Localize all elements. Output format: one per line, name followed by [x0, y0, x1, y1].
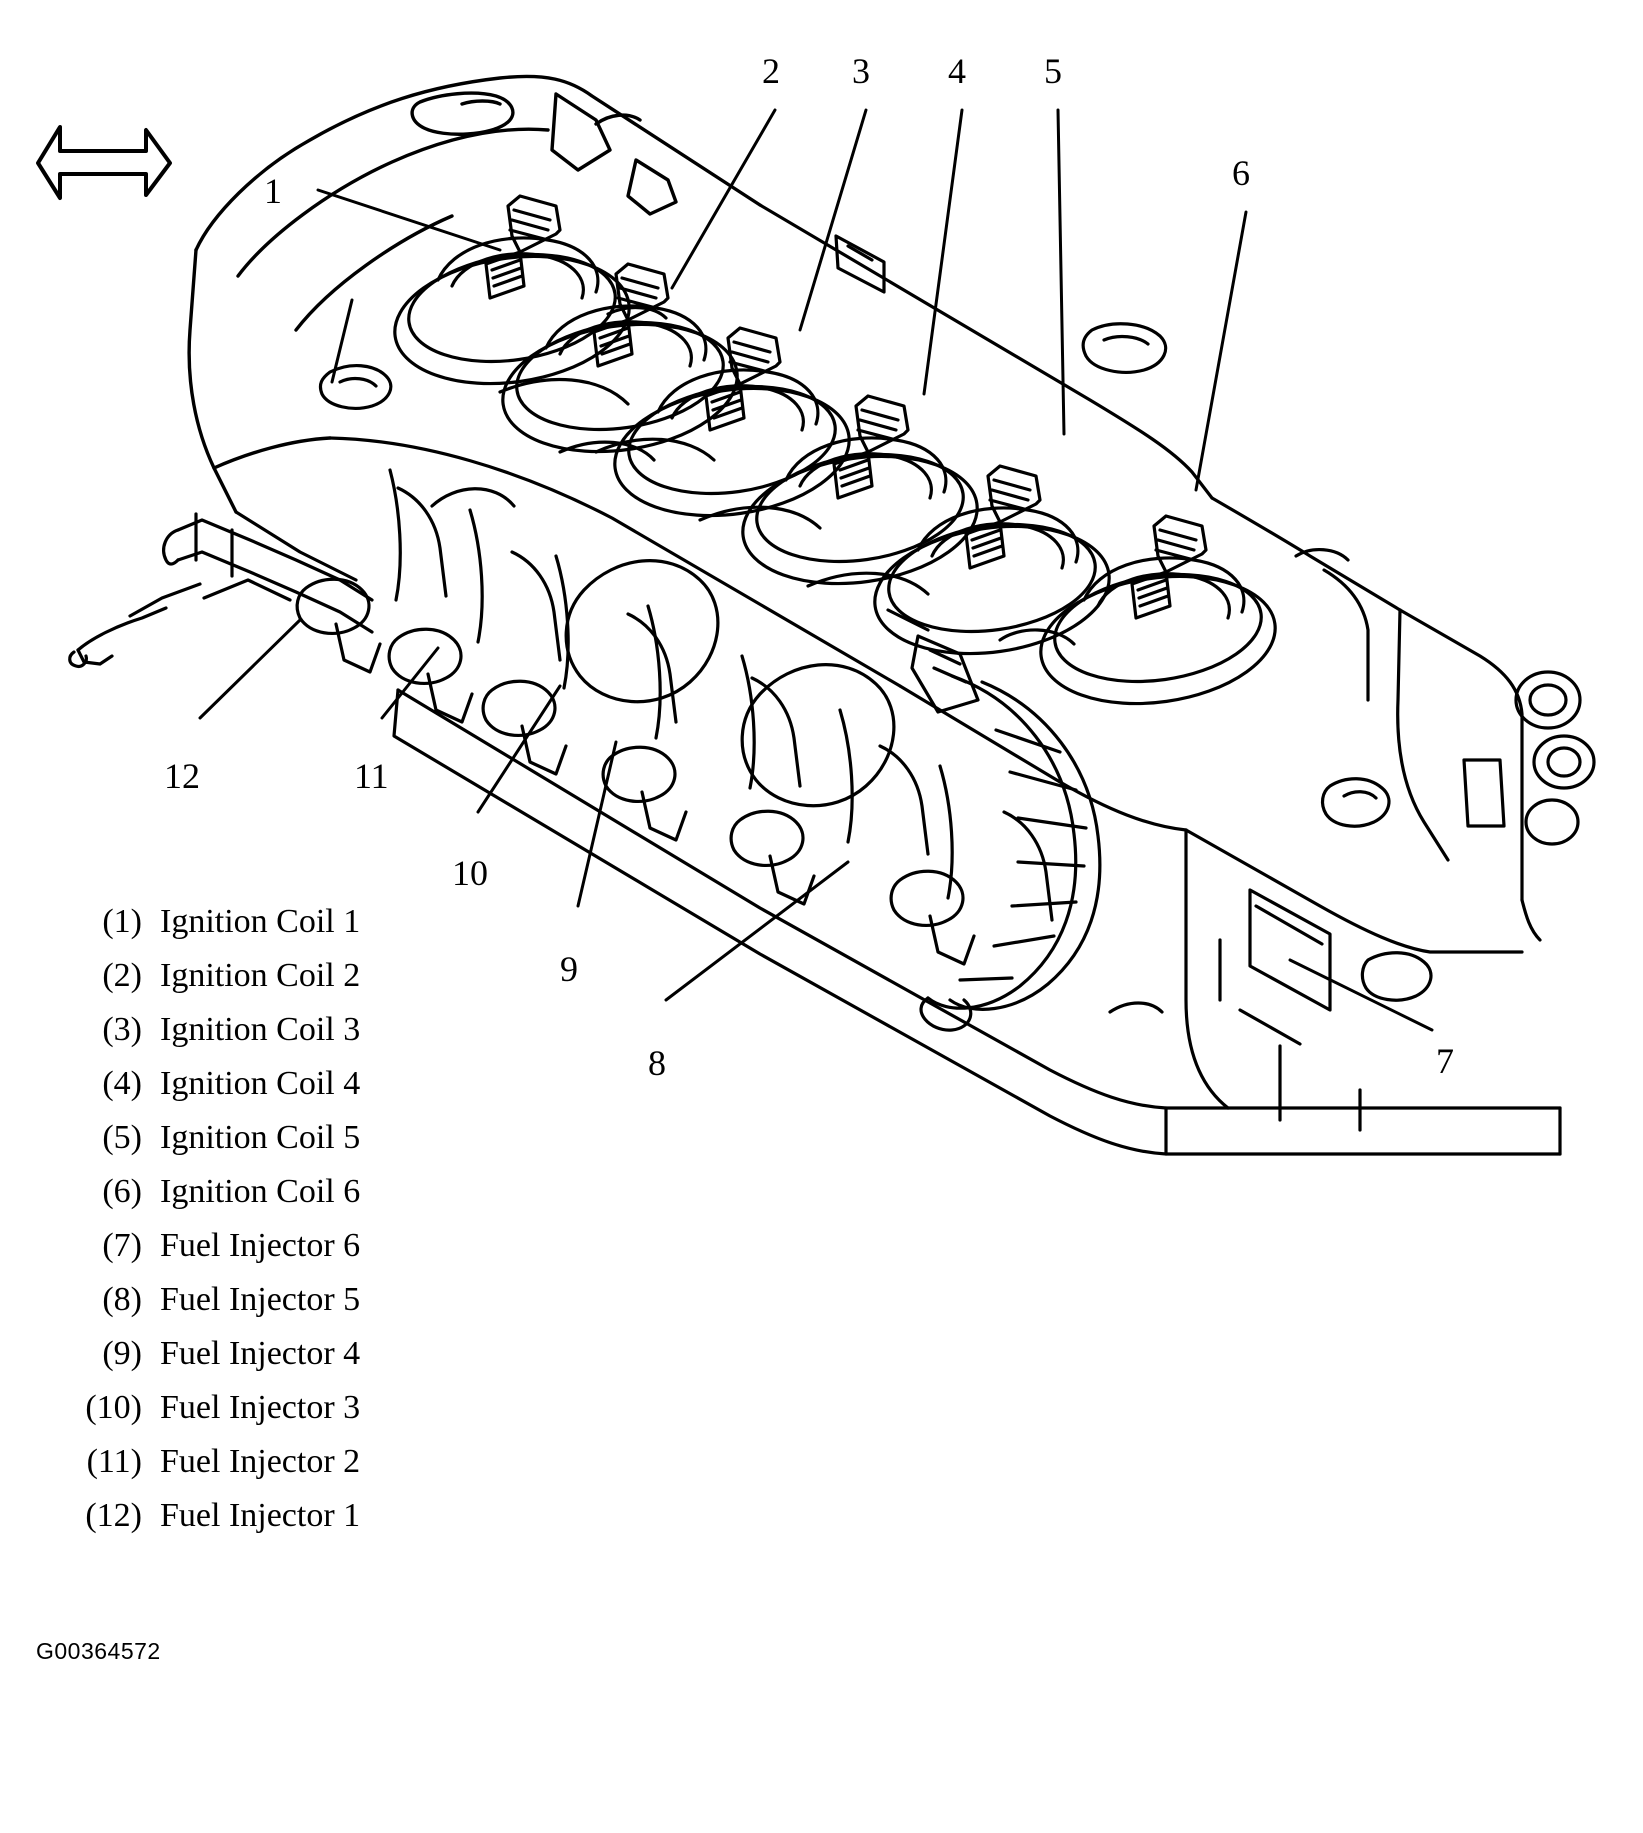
- legend-label: Ignition Coil 4: [160, 1065, 361, 1102]
- ignition-coil-6: [1033, 516, 1284, 718]
- list-item: [46, 1057, 566, 1111]
- fuel-injector-1: [297, 579, 380, 672]
- legend-number: (1): [102, 903, 142, 940]
- callout-4: 4: [948, 51, 966, 91]
- camshaft-cover: [189, 76, 760, 512]
- callout-3: 3: [852, 51, 870, 91]
- legend-label: Fuel Injector 3: [160, 1389, 361, 1426]
- list-item: [46, 1003, 566, 1057]
- legend-number: (8): [102, 1281, 142, 1318]
- wiring-harness: [921, 676, 1100, 1030]
- cover-bosses: [320, 236, 1348, 560]
- list-item: [46, 949, 566, 1003]
- fuel-injector-5: [731, 811, 814, 904]
- callout-9: 9: [560, 949, 578, 989]
- callout-12: 12: [164, 756, 200, 796]
- list-item: [46, 1111, 566, 1165]
- legend-label: Fuel Injector 6: [160, 1227, 361, 1264]
- ignition-coil-3: [607, 328, 858, 530]
- list-item: [46, 1435, 566, 1489]
- legend-number: (4): [102, 1065, 142, 1102]
- legend-number: (3): [102, 1011, 142, 1048]
- legend-number: (11): [86, 1443, 142, 1480]
- block-detail: [1110, 890, 1431, 1044]
- list-item: [46, 1327, 566, 1381]
- legend-number: (6): [102, 1173, 142, 1210]
- callout-8: 8: [648, 1043, 666, 1083]
- ignition-coil-2: [495, 264, 746, 466]
- ignition-coil-4: [735, 396, 986, 598]
- legend-label: Fuel Injector 4: [160, 1335, 361, 1372]
- list-item: [46, 1489, 566, 1543]
- callout-1: 1: [264, 171, 282, 211]
- engine-block: [1186, 570, 1594, 952]
- list-item: [46, 1219, 566, 1273]
- callout-10: 10: [452, 853, 488, 893]
- callout-6: 6: [1232, 153, 1250, 193]
- callout-5: 5: [1044, 51, 1062, 91]
- list-item: [46, 1381, 566, 1435]
- block-lower-rail: [394, 690, 1560, 1154]
- direction-arrow-icon: [38, 127, 170, 198]
- callout-2: 2: [762, 51, 780, 91]
- callout-7: 7: [1436, 1041, 1454, 1081]
- legend-label: Fuel Injector 5: [160, 1281, 361, 1318]
- legend-list: [46, 895, 566, 1543]
- legend-label: Ignition Coil 6: [160, 1173, 361, 1210]
- legend-label: Ignition Coil 3: [160, 1011, 361, 1048]
- fuel-rail: [70, 514, 372, 666]
- legend-number: (10): [85, 1389, 142, 1426]
- fuel-injector-4: [603, 747, 686, 840]
- leader-lines: [200, 110, 1432, 1030]
- fuel-injector-6: [891, 871, 974, 964]
- callout-11: 11: [354, 756, 389, 796]
- list-item: [46, 1273, 566, 1327]
- legend-label: Fuel Injector 1: [160, 1497, 361, 1534]
- list-item: [46, 1165, 566, 1219]
- figure-id: G00364572: [36, 1638, 161, 1664]
- legend-number: (7): [102, 1227, 142, 1264]
- legend-number: (9): [102, 1335, 142, 1372]
- legend-label: Ignition Coil 2: [160, 957, 361, 994]
- injector-mounts: [398, 488, 1052, 920]
- legend-number: (12): [85, 1497, 142, 1534]
- list-item: [46, 895, 566, 949]
- legend-label: Fuel Injector 2: [160, 1443, 361, 1480]
- legend-label: Ignition Coil 1: [160, 903, 361, 940]
- legend-number: (2): [102, 957, 142, 994]
- legend-label: Ignition Coil 5: [160, 1119, 361, 1156]
- ignition-coil-5: [867, 466, 1118, 668]
- legend-number: (5): [102, 1119, 142, 1156]
